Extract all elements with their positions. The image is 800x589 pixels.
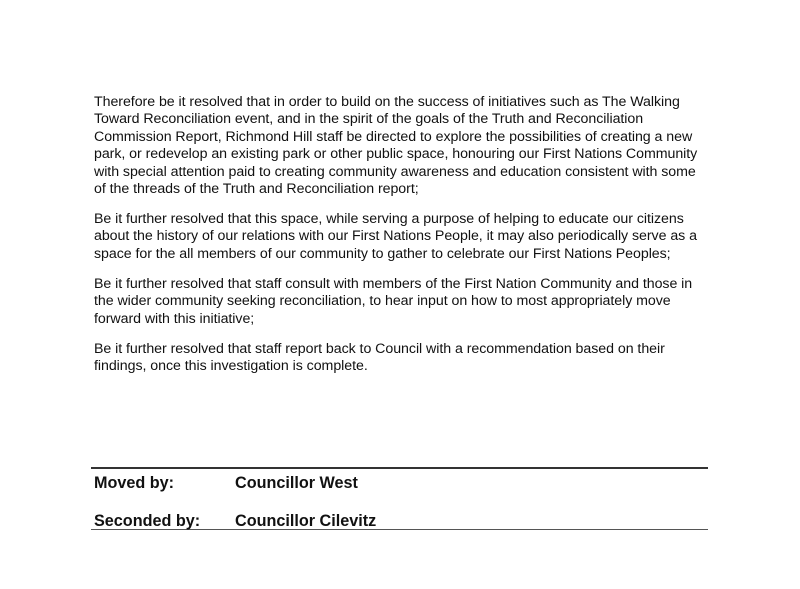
resolution-paragraph-4: Be it further resolved that staff report back to Council with a recommendation based on their findings, once this investigation is complete. <box>94 340 665 375</box>
moved-by-value: Councillor West <box>235 474 358 492</box>
moved-by-label: Moved by: <box>94 474 175 492</box>
seconded-by-value: Councillor Cilevitz <box>235 512 377 530</box>
seconded-by-row <box>94 511 376 531</box>
seconded-by-label: Seconded by: <box>94 512 201 530</box>
resolution-paragraph-1: Therefore be it resolved that in order to build on the success of initiatives such as The Walking Toward Reconciliation event, and in the spirit of the goals of the Truth and Reconciliation Commission Report, Richmond Hill staff be directed to explore the possibilities of creating a new park, or redevelop an existing park or other public space, honouring our First Nations Community with special attention paid to creating community awareness and education consistent with some of the threads of the Truth and Reconciliation report; <box>94 94 698 198</box>
resolution-paragraph-3: Be it further resolved that staff consult with members of the First Nation Community and those in the wider community seeking reconciliation, to hear input on how to most appropriately move forward with this initiative; <box>94 275 693 327</box>
moved-by-row <box>94 473 358 493</box>
resolution-paragraph-2: Be it further resolved that this space, while serving a purpose of helping to educate our citizens about the history of our relations with our First Nations People, it may also periodically serve as a space for the all members of our community to gather to celebrate our First Nations Peoples; <box>94 211 697 262</box>
signoff-table <box>91 467 708 530</box>
resolution-body <box>94 94 706 388</box>
